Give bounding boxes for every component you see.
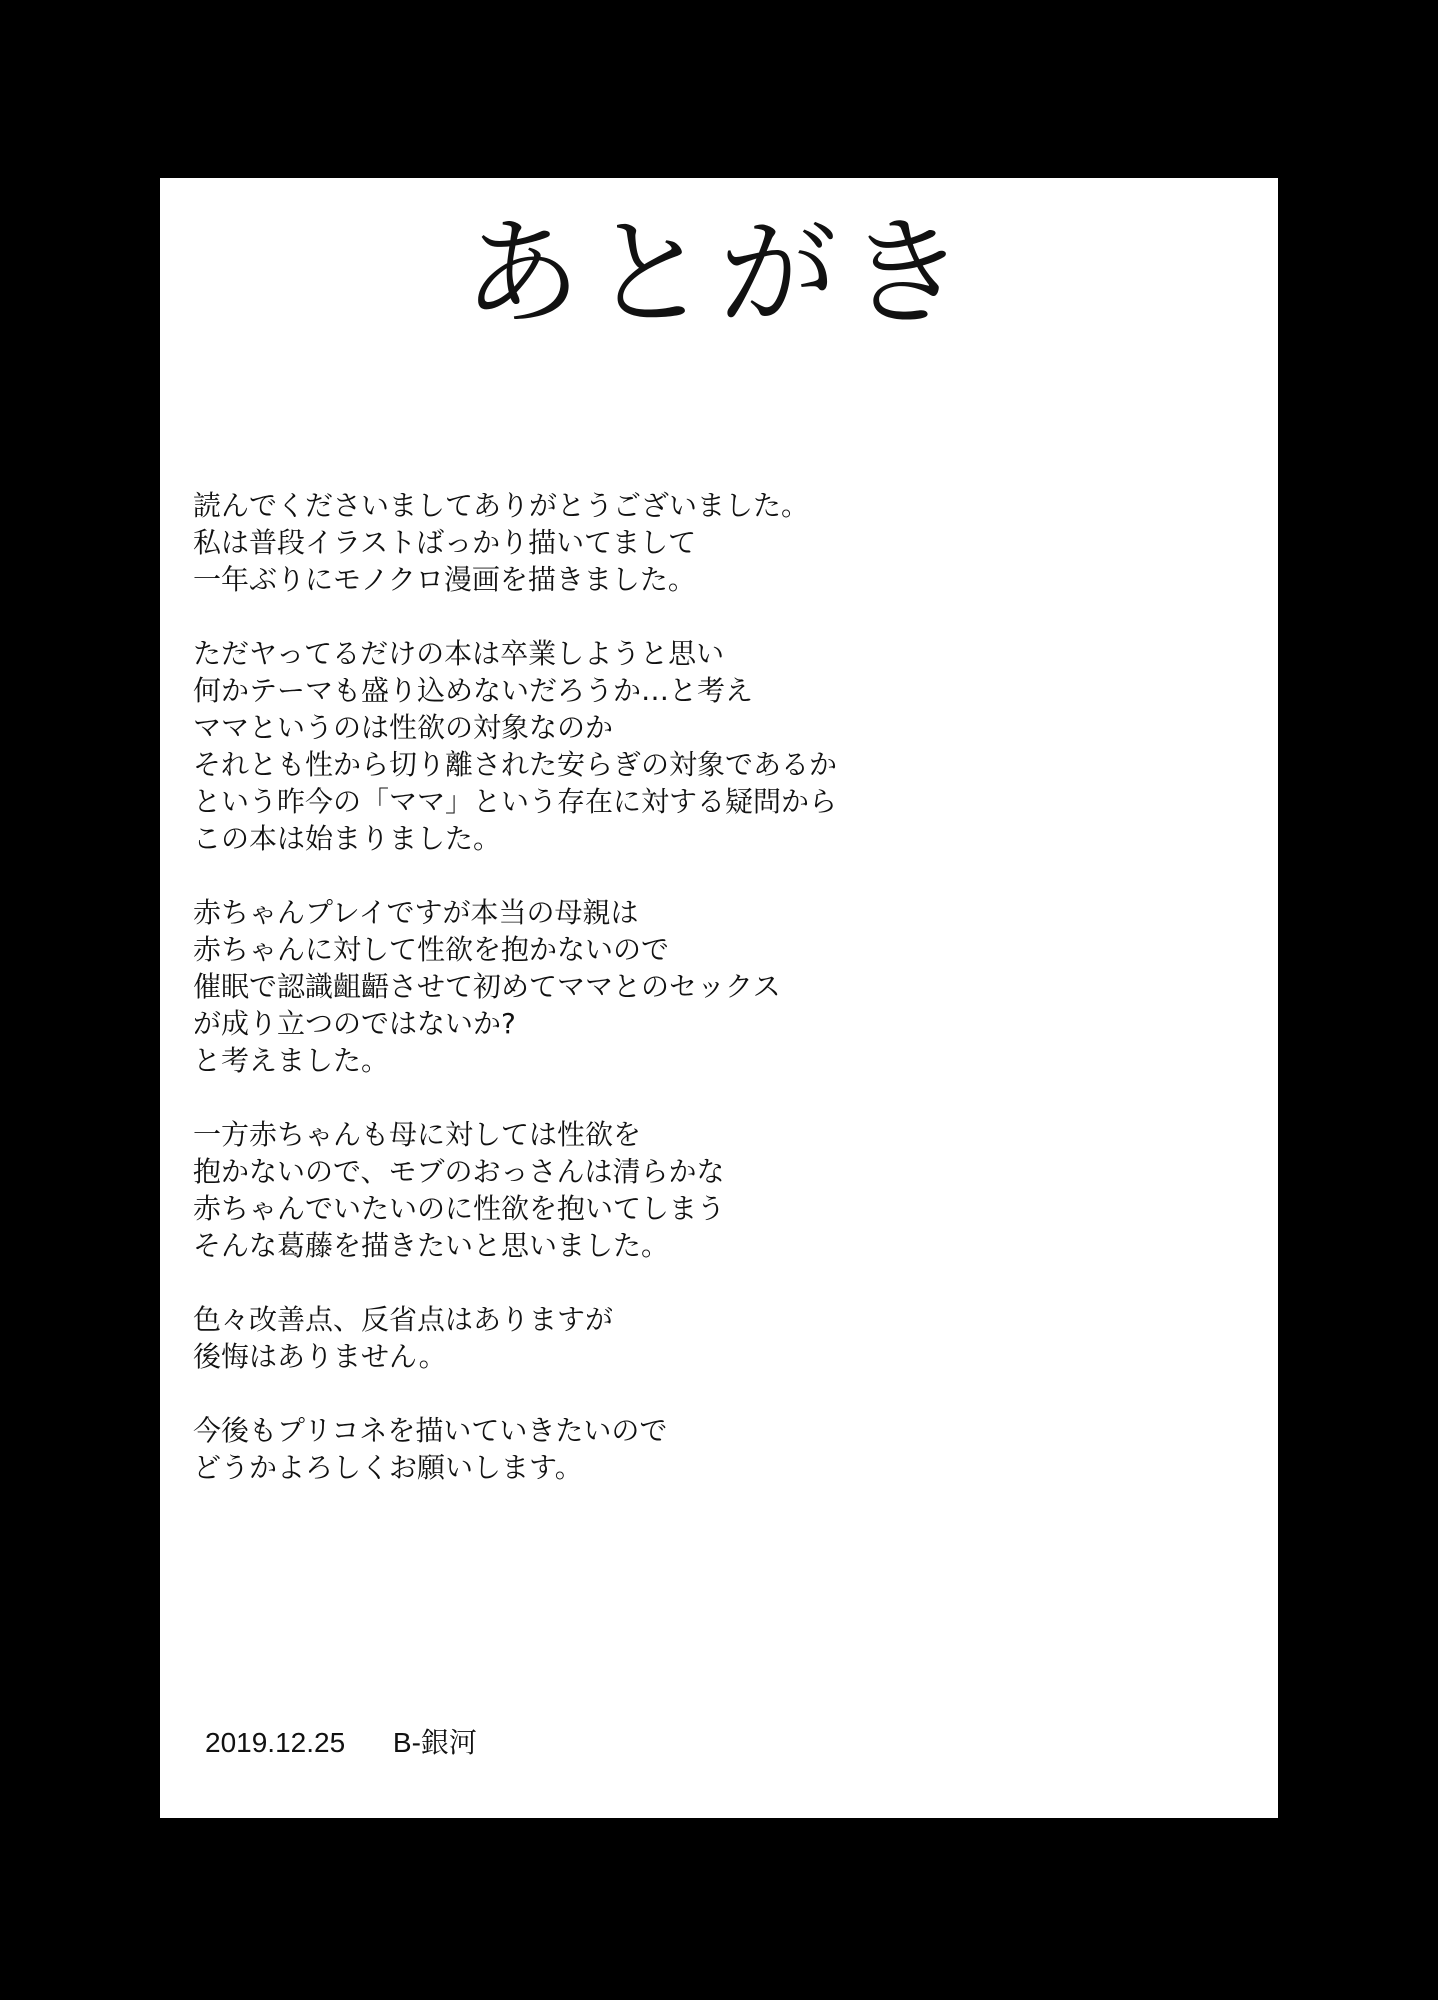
text-line: それとも性から切り離された安らぎの対象であるか xyxy=(193,748,838,781)
text-line: 一方赤ちゃんも母に対しては性欲を xyxy=(193,1118,642,1151)
paragraph-6 xyxy=(193,1412,1243,1486)
text-line: そんな葛藤を描きたいと思いました。 xyxy=(193,1229,670,1262)
text-line: 読んでくださいましてありがとうございました。 xyxy=(193,489,810,522)
text-line: という昨今の「ママ」という存在に対する疑問から xyxy=(193,785,838,818)
signature-line xyxy=(205,1725,477,1761)
text-line: 抱かないので、モブのおっさんは清らかな xyxy=(193,1155,725,1188)
paragraph-3 xyxy=(193,894,1243,1079)
paragraph-1 xyxy=(193,487,1243,598)
text-line: 後悔はありません。 xyxy=(193,1340,447,1373)
paragraph-2 xyxy=(193,635,1243,857)
text-line: ただヤってるだけの本は卒業しようと思い xyxy=(193,637,725,670)
text-line: どうかよろしくお願いします。 xyxy=(193,1451,583,1484)
text-line: と考えました。 xyxy=(193,1044,390,1077)
date-text: 2019.12.25 xyxy=(205,1727,346,1758)
text-line: 今後もプリコネを描いていきたいので xyxy=(193,1414,668,1447)
text-line: この本は始まりました。 xyxy=(193,822,502,855)
author-name: B-銀河 xyxy=(392,1727,477,1758)
text-line: 私は普段イラストばっかり描いてまして xyxy=(193,526,697,559)
text-line: 一年ぶりにモノクロ漫画を描きました。 xyxy=(193,563,696,596)
text-line: 赤ちゃんでいたいのに性欲を抱いてしまう xyxy=(193,1192,726,1225)
paragraph-4 xyxy=(193,1116,1243,1264)
text-line: 色々改善点、反省点はありますが xyxy=(193,1303,614,1336)
text-line: 赤ちゃんに対して性欲を抱かないので xyxy=(193,933,670,966)
page-title: あとがき xyxy=(462,204,975,342)
paragraph-5 xyxy=(193,1301,1243,1375)
afterword-page xyxy=(160,178,1278,1818)
text-line: が成り立つのではないか? xyxy=(193,1007,516,1040)
text-line: 何かテーマも盛り込めないだろうか…と考え xyxy=(193,674,754,707)
afterword-body xyxy=(193,487,1243,1523)
text-line: 赤ちゃんプレイですが本当の母親は xyxy=(193,896,639,929)
text-line: 催眠で認識齟齬させて初めてママとのセックス xyxy=(193,970,781,1003)
text-line: ママというのは性欲の対象なのか xyxy=(193,711,614,744)
